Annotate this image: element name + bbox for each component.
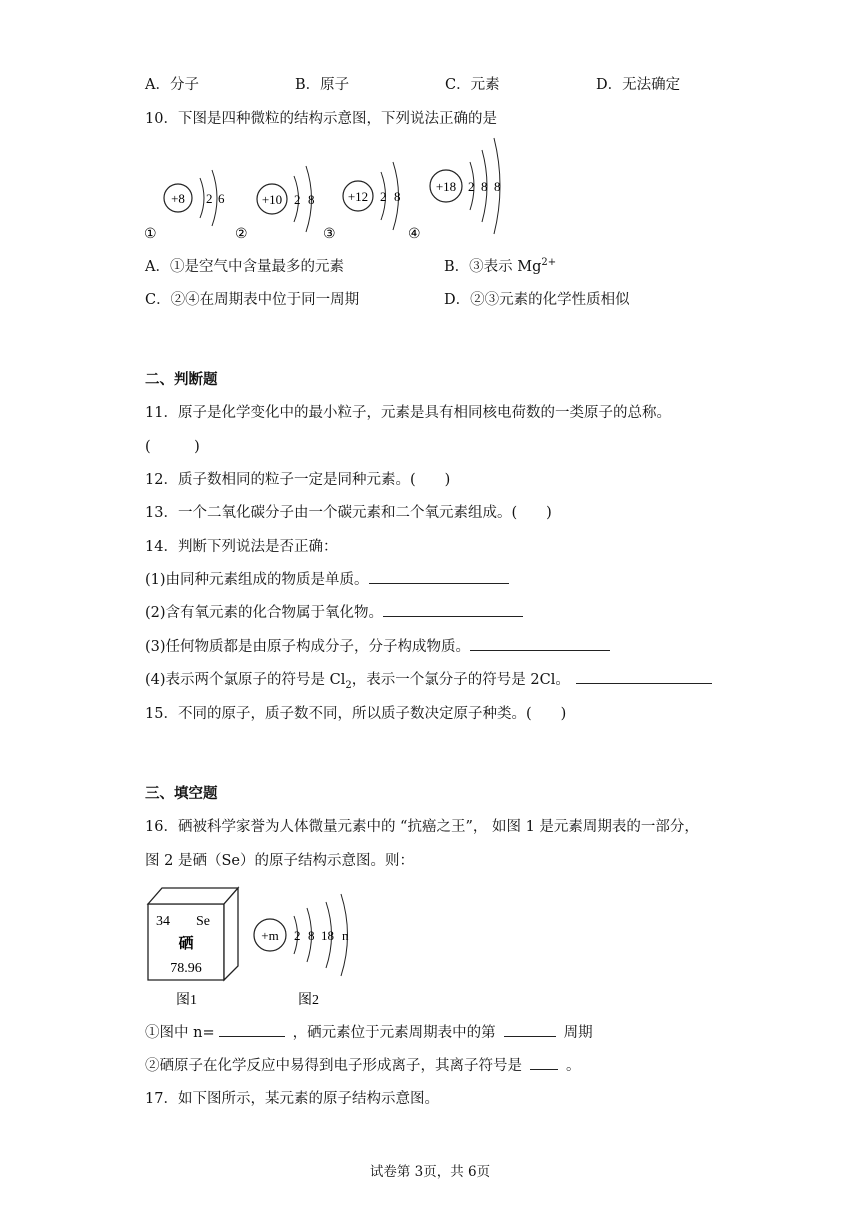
- cell-symbol: Se: [196, 914, 210, 929]
- particle-4-shell-3: 8: [494, 179, 501, 194]
- q9-option-a: A．分子: [145, 77, 199, 93]
- q16-part-1: [145, 1021, 593, 1042]
- q16-line-1: 16．硒被科学家誉为人体微量元素中的 “抗癌之王”， 如图 1 是元素周期表的一部分，: [145, 819, 699, 835]
- particle-3-shell-2: 8: [394, 189, 401, 204]
- q10-option-d: D．②③元素的化学性质相似: [444, 292, 630, 308]
- particle-4: [408, 138, 501, 240]
- particle-2-index: ②: [235, 227, 248, 240]
- particle-3-index: ③: [323, 227, 336, 240]
- particle-1-shell-1: 2: [206, 191, 213, 206]
- particle-4-shell-2: 8: [481, 179, 488, 194]
- section-3-title: 三、填空题: [145, 785, 218, 802]
- q13: 13．一个二氧化碳分子由一个碳元素和二个氧元素组成。( ): [145, 505, 552, 521]
- q14: 14．判断下列说法是否正确：: [145, 539, 338, 555]
- q10-option-a: A．①是空气中含量最多的元素: [145, 259, 344, 275]
- section-2-title: 二、判断题: [145, 371, 218, 388]
- q16-part-2-text-a: ②硒原子在化学反应中易得到电子形成离子，其离子符号是: [145, 1058, 522, 1074]
- particle-3: [323, 162, 401, 240]
- q9-option-c: C．元素: [445, 77, 500, 93]
- particle-4-nucleus: +18: [435, 179, 457, 194]
- q14-item-2: [145, 601, 523, 622]
- q14-item-2-blank[interactable]: [383, 602, 523, 617]
- atom-shell-1: 2: [294, 928, 301, 943]
- q16-part-2-text-b: 。: [566, 1058, 581, 1074]
- q14-item-3: [145, 635, 610, 656]
- particle-2: [235, 166, 315, 240]
- atom-shell-4: n: [342, 928, 349, 943]
- particle-2-shell-1: 2: [294, 192, 301, 207]
- q15: 15．不同的原子，质子数不同，所以质子数决定原子种类。( ): [145, 706, 567, 722]
- q11-line-1: 11．原子是化学变化中的最小粒子，元素是具有相同核电荷数的一类原子的总称。: [145, 405, 671, 421]
- atom-shell-2: 8: [308, 928, 315, 943]
- particle-1-index: ①: [144, 227, 157, 240]
- particle-3-nucleus: +12: [347, 189, 369, 204]
- q16-part-1-text-a: ①图中 n=: [145, 1025, 215, 1041]
- q14-item-3-blank[interactable]: [470, 636, 610, 651]
- particle-1-nucleus: +8: [171, 191, 185, 206]
- q10-option-b-text: B．③表示 Mg: [444, 259, 542, 275]
- periodic-table-cell: [148, 888, 238, 1008]
- q14-item-3-text: (3)任何物质都是由原子构成分子，分子构成物质。: [145, 639, 471, 655]
- q14-item-4-subscript: 2: [345, 679, 352, 691]
- page-footer: 试卷第 3页，共 6页: [369, 1164, 491, 1180]
- q16-figures: [140, 880, 380, 1010]
- q12: 12．质子数相同的粒子一定是同种元素。( ): [145, 472, 451, 488]
- q14-item-1-text: (1)由同种元素组成的物质是单质。: [145, 572, 369, 588]
- q10-option-b: [444, 255, 556, 276]
- q16-part-1-text-b: ，硒元素位于元素周期表中的第: [292, 1025, 496, 1041]
- q10-particle-diagrams: [140, 130, 540, 240]
- q14-item-4: [145, 668, 712, 691]
- q16-part-1-text-c: 周期: [563, 1025, 593, 1041]
- q9-option-b: B．原子: [295, 77, 350, 93]
- q14-item-4-text-a: (4)表示两个氯原子的符号是 Cl: [145, 672, 346, 688]
- q9-option-d: D．无法确定: [596, 77, 681, 93]
- q11-line-2: ( ): [145, 439, 200, 455]
- cell-atomic-number: 34: [156, 914, 170, 929]
- q16-line-2: 图 2 是硒（Se）的原子结构示意图。则：: [145, 853, 414, 869]
- q10-stem: 10．下图是四种微粒的结构示意图，下列说法正确的是: [145, 111, 497, 127]
- q16-period-blank[interactable]: [504, 1022, 556, 1037]
- q14-item-1: [145, 568, 509, 589]
- atom-nucleus: +m: [261, 928, 279, 943]
- q16-n-blank[interactable]: [219, 1022, 285, 1037]
- q17: 17．如下图所示，某元素的原子结构示意图。: [145, 1091, 439, 1107]
- particle-1-shell-2: 6: [218, 191, 225, 206]
- particle-3-shell-1: 2: [380, 189, 387, 204]
- q14-item-2-text: (2)含有氧元素的化合物属于氧化物。: [145, 605, 384, 621]
- particle-2-nucleus: +10: [261, 192, 283, 207]
- fig2-caption: 图2: [298, 993, 319, 1008]
- q10-option-b-charge: 2+: [541, 257, 557, 269]
- selenium-atom-diagram: [254, 894, 349, 1008]
- q14-item-1-blank[interactable]: [369, 569, 509, 584]
- particle-1: [144, 170, 225, 240]
- particle-4-shell-1: 2: [468, 179, 475, 194]
- q16-ion-blank[interactable]: [530, 1055, 558, 1070]
- cell-atomic-mass: 78.96: [170, 961, 202, 976]
- q16-part-2: [145, 1054, 581, 1075]
- q10-option-c: C．②④在周期表中位于同一周期: [145, 292, 360, 308]
- particle-4-index: ④: [408, 227, 421, 240]
- cell-element-name: 硒: [178, 936, 194, 952]
- q14-item-4-blank[interactable]: [576, 669, 712, 684]
- particle-2-shell-2: 8: [308, 192, 315, 207]
- fig1-caption: 图1: [176, 993, 197, 1008]
- q14-item-4-text-b: ，表示一个氯分子的符号是 2Cl。: [351, 672, 570, 688]
- atom-shell-3: 18: [321, 928, 334, 943]
